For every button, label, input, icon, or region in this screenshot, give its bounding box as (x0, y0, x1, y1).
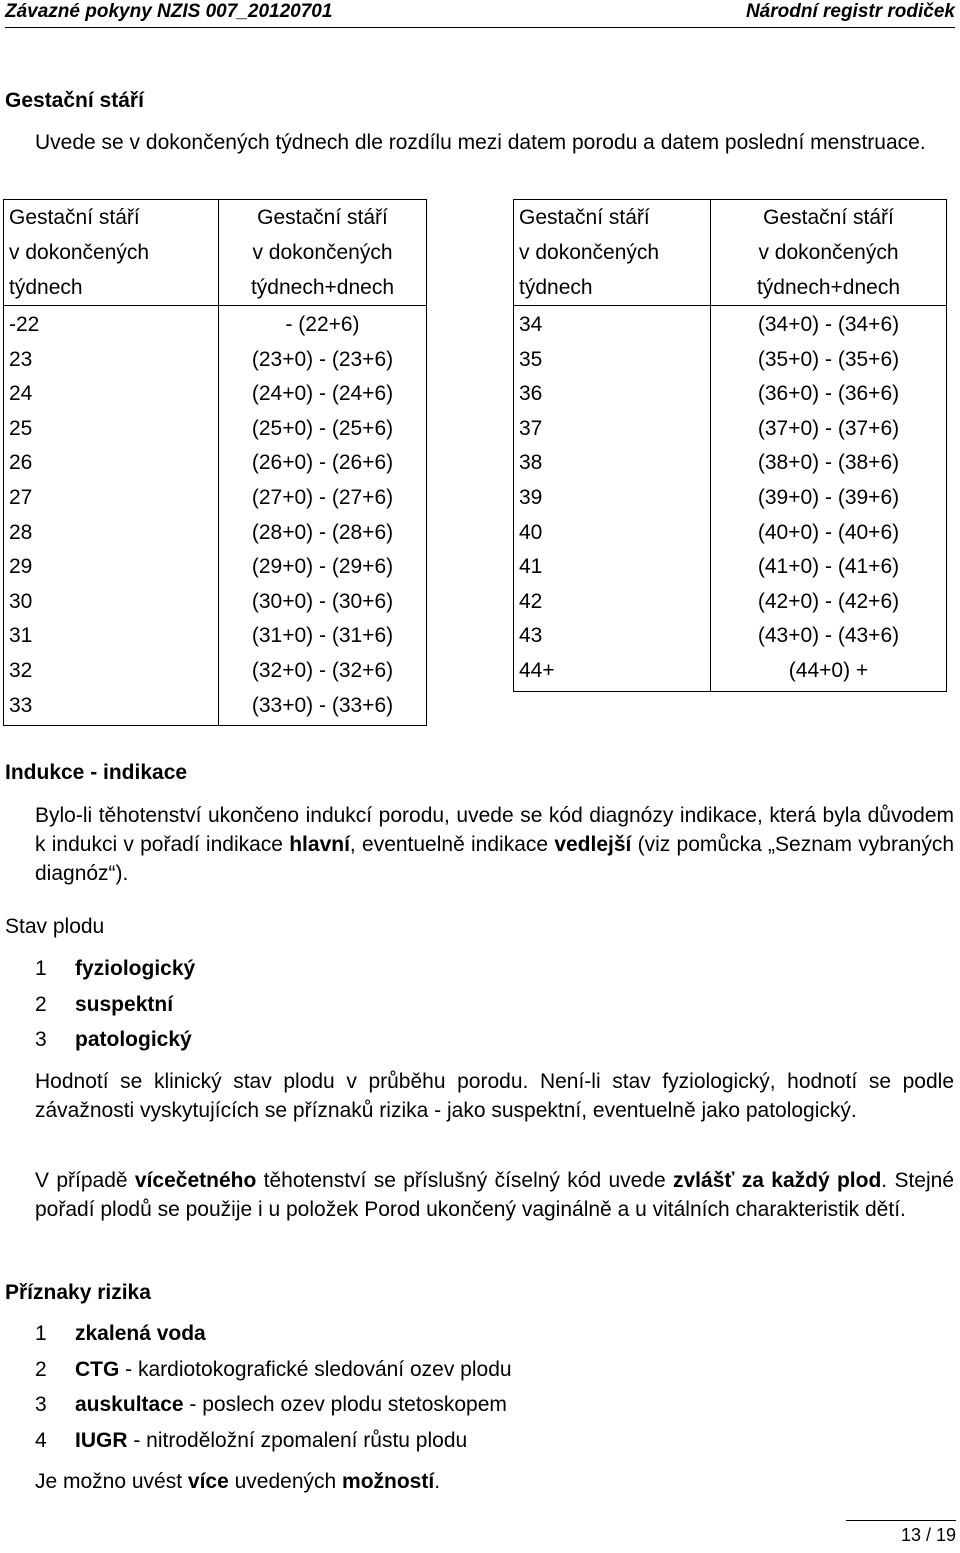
table-cell: (27+0) - (27+6) (251, 485, 394, 509)
table-cell: -22 (9, 313, 40, 336)
table-cell: 39 (519, 485, 543, 509)
table-cell: 44+ (519, 658, 555, 682)
table-cell: 27 (9, 485, 33, 509)
table-cell: (23+0) - (23+6) (251, 347, 394, 371)
multiple-pregnancy-note (35, 1166, 954, 1224)
text-span: Je možno uvést (35, 1470, 188, 1493)
list-item (35, 1387, 512, 1423)
gestational-age-description: Uvede se v dokončených týdnech dle rozdílu mezi datem porodu a datem poslední menstruace. (35, 131, 926, 154)
table-cell: (41+0) - (41+6) (757, 555, 900, 579)
list-item (35, 1423, 512, 1459)
table-cell: 31 (9, 624, 33, 648)
list-item-description: - kardiotokografické sledování ozev plodu (119, 1357, 512, 1381)
header-line: Gestační stáří (763, 206, 894, 229)
table-cell: (33+0) - (33+6) (251, 693, 394, 717)
table-cell: 40 (519, 520, 543, 544)
header-weeks-days (219, 200, 427, 306)
list-item-number: 1 (35, 957, 47, 980)
fetal-state-description: Hodnotí se klinický stav plodu v průběhu porodu. Není-li stav fyziologický, hodnotí se podle závažnosti vyskytujících se příznaků rizika - jako suspektní, eventuelně jako patologický. (35, 1070, 954, 1122)
bold-text: více (187, 1470, 229, 1493)
weeks-column (4, 306, 219, 726)
text-span: V případě (35, 1169, 135, 1192)
table-cell: (26+0) - (26+6) (251, 451, 394, 475)
list-item-label: IUGR (75, 1428, 128, 1452)
header-line: Gestační stáří (519, 206, 650, 229)
list-item (35, 1352, 512, 1388)
bold-text: zvlášť za každý plod (673, 1169, 882, 1192)
gestational-table-left (3, 199, 427, 726)
table-cell: 36 (519, 382, 543, 406)
list-item-label: fyziologický (75, 957, 196, 980)
table-cell: 42 (519, 589, 543, 613)
table-cell: 35 (519, 347, 543, 371)
header-line: Gestační stáří (257, 206, 388, 229)
table-cell: - (22+6) (285, 313, 360, 336)
table-cell: 29 (9, 555, 33, 579)
list-item (35, 951, 195, 987)
list-item-number: 4 (35, 1428, 47, 1452)
table-cell: (29+0) - (29+6) (251, 555, 394, 579)
table-cell: (43+0) - (43+6) (757, 624, 900, 648)
table-cell: 30 (9, 589, 33, 613)
list-item-label: CTG (75, 1357, 120, 1381)
table-body-row (514, 306, 947, 692)
header-weeks (514, 200, 711, 306)
table-cell: (42+0) - (42+6) (757, 589, 900, 613)
table-cell: (40+0) - (40+6) (757, 520, 900, 544)
list-item-number: 1 (35, 1322, 47, 1345)
text-span: . Stejné pořadí plodů se použije i u položek Porod ukončený vaginálně a u vitálních charakteristik dětí. (35, 1169, 955, 1221)
document-title: Závazné pokyny NZIS 007_20120701 (5, 1, 333, 22)
bold-text: možností (342, 1470, 435, 1493)
ranges-column (219, 306, 427, 726)
table-cell: (30+0) - (30+6) (251, 589, 394, 613)
risk-signs-note (35, 1467, 954, 1496)
registry-name: Národní registr rodiček (745, 1, 955, 22)
table-cell: 41 (519, 555, 543, 579)
text-span: , eventuelně indikace (349, 833, 555, 856)
text-span: (viz pomůcka „Seznam vybraných diagnóz“). (35, 833, 955, 885)
header-line: v dokončených (9, 241, 150, 264)
table-cell: 34 (519, 313, 543, 336)
header-weeks-days (711, 200, 947, 306)
header-line: Gestační stáří (9, 206, 140, 229)
table-cell: 37 (519, 416, 543, 440)
header-line: v dokončených (758, 241, 899, 264)
text-span: . (434, 1470, 441, 1493)
table-body-row (4, 306, 427, 726)
page-number: 13 / 19 (846, 1520, 956, 1553)
list-item-label: suspektní (75, 992, 174, 1016)
list-item (35, 1022, 195, 1058)
table-cell: 43 (519, 624, 543, 648)
list-item-description: - poslech ozev plodu stetoskopem (183, 1393, 507, 1416)
table-cell: (31+0) - (31+6) (251, 624, 394, 648)
text-span: Bylo-li těhotenství ukončeno indukcí porodu, uvede se kód diagnózy indikace, která byla důvodem k indukci v pořadí indikace (35, 804, 954, 856)
bold-text: hlavní (289, 833, 350, 856)
risk-signs-list (35, 1316, 512, 1458)
table-cell: 33 (9, 693, 33, 717)
table-cell: 38 (519, 451, 543, 475)
table-header-row (4, 200, 427, 306)
section-heading-fetal-state: Stav plodu (5, 915, 105, 938)
table-cell: (34+0) - (34+6) (757, 313, 900, 336)
induction-description (35, 801, 954, 888)
header-line: týdnech+dnech (756, 276, 901, 299)
table-cell: (25+0) - (25+6) (251, 416, 394, 440)
bold-text: vedlejší (554, 833, 632, 856)
section-heading-gestational-age: Gestační stáří (5, 89, 144, 112)
table-cell: (32+0) - (32+6) (251, 658, 394, 682)
list-item (35, 987, 195, 1023)
header-line: v dokončených (252, 241, 393, 264)
table-cell: (36+0) - (36+6) (757, 382, 900, 406)
header-line: týdnech+dnech (250, 276, 395, 299)
list-item-description: - nitroděložní zpomalení růstu plodu (127, 1428, 468, 1452)
section-heading-risk-signs: Příznaky rizika (5, 1281, 151, 1304)
bold-text: vícečetného (134, 1169, 257, 1192)
gestational-table-right (513, 199, 947, 692)
table-cell: (39+0) - (39+6) (757, 485, 900, 509)
table-cell: (38+0) - (38+6) (757, 451, 900, 475)
weeks-column (514, 306, 711, 692)
fetal-state-list (35, 951, 195, 1058)
table-cell: (24+0) - (24+6) (251, 382, 394, 406)
text-span: těhotenství se příslušný číselný kód uvede (256, 1169, 673, 1192)
table-cell: (44+0) + (788, 658, 869, 682)
ranges-column (711, 306, 947, 692)
list-item-number: 3 (35, 1393, 47, 1416)
section-heading-induction: Indukce - indikace (5, 761, 188, 784)
table-cell: 23 (9, 347, 33, 371)
table-cell: 25 (9, 416, 33, 440)
table-cell: 28 (9, 520, 33, 544)
table-cell: 32 (9, 658, 33, 682)
table-header-row (514, 200, 947, 306)
table-cell: 26 (9, 451, 33, 475)
table-cell: (35+0) - (35+6) (757, 347, 900, 371)
list-item (35, 1316, 512, 1352)
header-line: v dokončených (519, 241, 660, 264)
text-span: uvedených (228, 1470, 343, 1493)
list-item-number: 3 (35, 1028, 47, 1051)
header-weeks (4, 200, 219, 306)
table-cell: 24 (9, 382, 33, 406)
table-cell: (37+0) - (37+6) (757, 416, 900, 440)
header-line: týdnech (9, 276, 83, 299)
list-item-label: patologický (75, 1028, 192, 1051)
header-line: týdnech (519, 276, 593, 299)
page-header (5, 0, 955, 28)
list-item-number: 2 (35, 1357, 47, 1381)
list-item-number: 2 (35, 992, 47, 1016)
list-item-label: auskultace (75, 1393, 184, 1416)
list-item-label: zkalená voda (75, 1322, 206, 1345)
table-cell: (28+0) - (28+6) (251, 520, 394, 544)
